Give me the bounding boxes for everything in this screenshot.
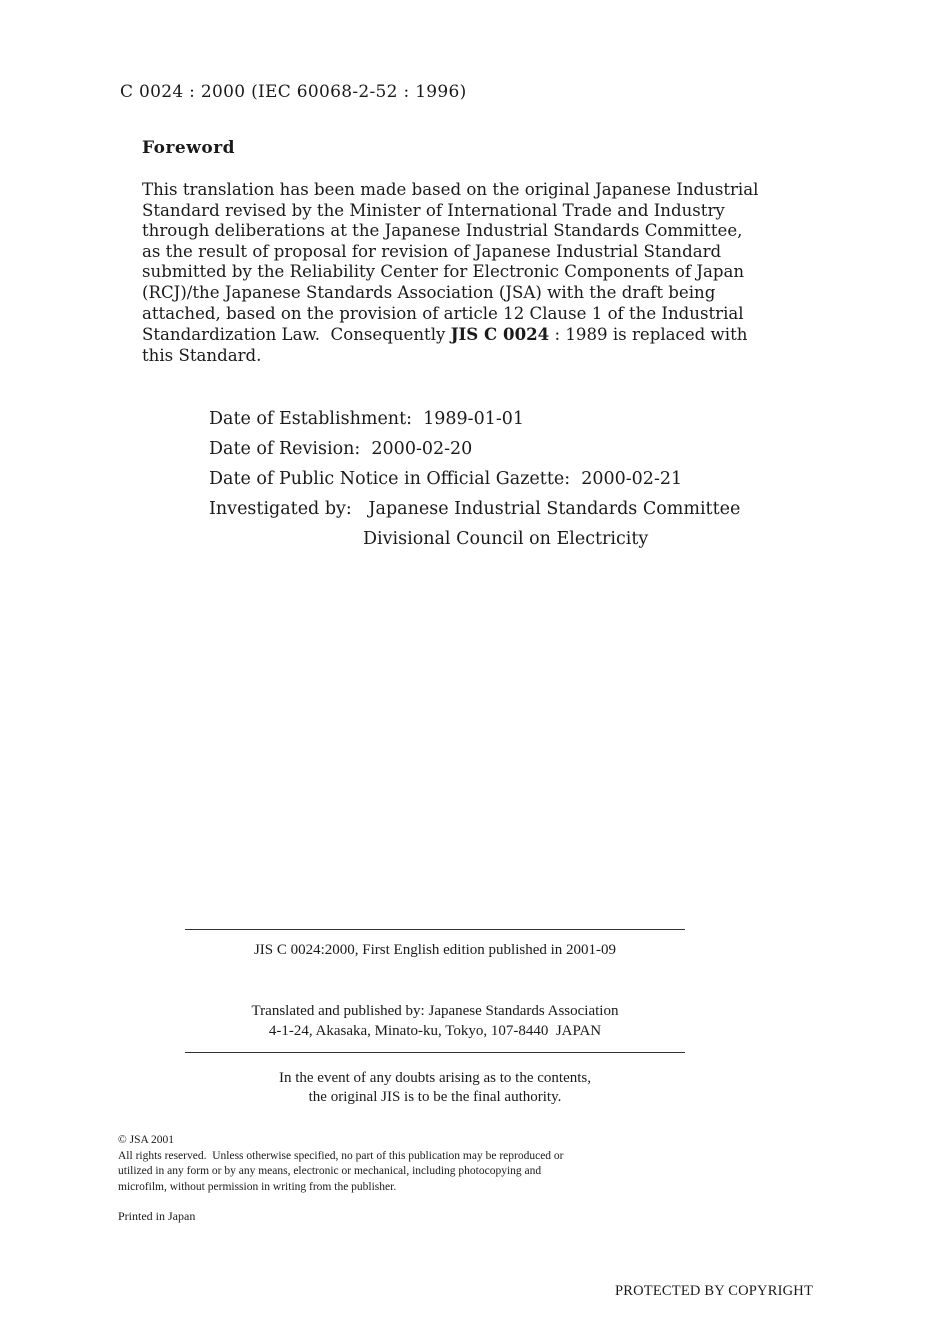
- foreword-line: this Standard.: [142, 345, 262, 365]
- copyright-line: All rights reserved. Unless otherwise specified, no part of this publication may be reproduced or: [118, 1149, 564, 1162]
- dates-block: [209, 404, 740, 554]
- investigated-council: Divisional Council on Electricity: [363, 529, 649, 549]
- authority-note-line: In the event of any doubts arising as to the contents,: [278, 1070, 591, 1086]
- copyright-symbol: © JSA 2001: [118, 1134, 175, 1146]
- translated-by: Translated and published by: Japanese Standards Association: [251, 1003, 619, 1019]
- date-revision: Date of Revision: 2000-02-20: [209, 439, 473, 459]
- investigated-by: [209, 494, 740, 524]
- footer-rule-top: [185, 929, 685, 930]
- document-designation: C 0024 : 2000 (IEC 60068-2-52 : 1996): [120, 82, 467, 102]
- foreword-line: submitted by the Reliability Center for Electronic Components of Japan: [142, 262, 745, 282]
- edition-line: JIS C 0024:2000, First English edition published in 2001-09: [253, 942, 617, 958]
- investigated-label: Investigated by:: [209, 499, 352, 519]
- copyright-line: microfilm, without permission in writing from the publisher.: [118, 1180, 397, 1193]
- date-establishment: Date of Establishment: 1989-01-01: [209, 409, 525, 429]
- foreword-line: [142, 324, 752, 346]
- copyright-line: utilized in any form or by any means, electronic or mechanical, including photocopying and: [118, 1165, 542, 1177]
- printed-in: Printed in Japan: [118, 1209, 196, 1223]
- foreword-title: Foreword: [142, 138, 236, 158]
- authority-note-line: the original JIS is to be the final authority.: [308, 1089, 562, 1105]
- foreword-line: This translation has been made based on the original Japanese Industrial: [142, 180, 759, 199]
- copyright-block: [118, 1133, 758, 1195]
- publisher-block: [185, 1001, 685, 1041]
- foreword-line: as the result of proposal for revision of Japanese Industrial Standard: [142, 241, 722, 261]
- foreword-line: Standard revised by the Minister of International Trade and Industry: [142, 200, 725, 220]
- foreword-line: attached, based on the provision of article 12 Clause 1 of the Industrial: [142, 303, 744, 323]
- publisher-address: 4-1-24, Akasaka, Minato-ku, Tokyo, 107-8440 JAPAN: [268, 1023, 602, 1039]
- foreword-line: through deliberations at the Japanese Industrial Standards Committee,: [142, 221, 743, 241]
- investigated-committee: Japanese Industrial Standards Committee: [368, 499, 741, 519]
- footer-rule-bottom: [185, 1052, 685, 1053]
- foreword-line: (RCJ)/the Japanese Standards Association (JSA) with the draft being: [142, 282, 716, 302]
- foreword-body: [142, 180, 759, 366]
- foreword-line8-prefix: Standardization Law. Consequently: [142, 325, 451, 345]
- date-public-notice: Date of Public Notice in Official Gazette: 2000-02-21: [209, 469, 683, 489]
- standard-reference: JIS C 0024: [450, 324, 550, 345]
- authority-note: [185, 1069, 685, 1107]
- copyright-watermark: PROTECTED BY COPYRIGHT: [615, 1283, 814, 1299]
- foreword-line8-suffix: : 1989 is replaced with: [549, 325, 748, 345]
